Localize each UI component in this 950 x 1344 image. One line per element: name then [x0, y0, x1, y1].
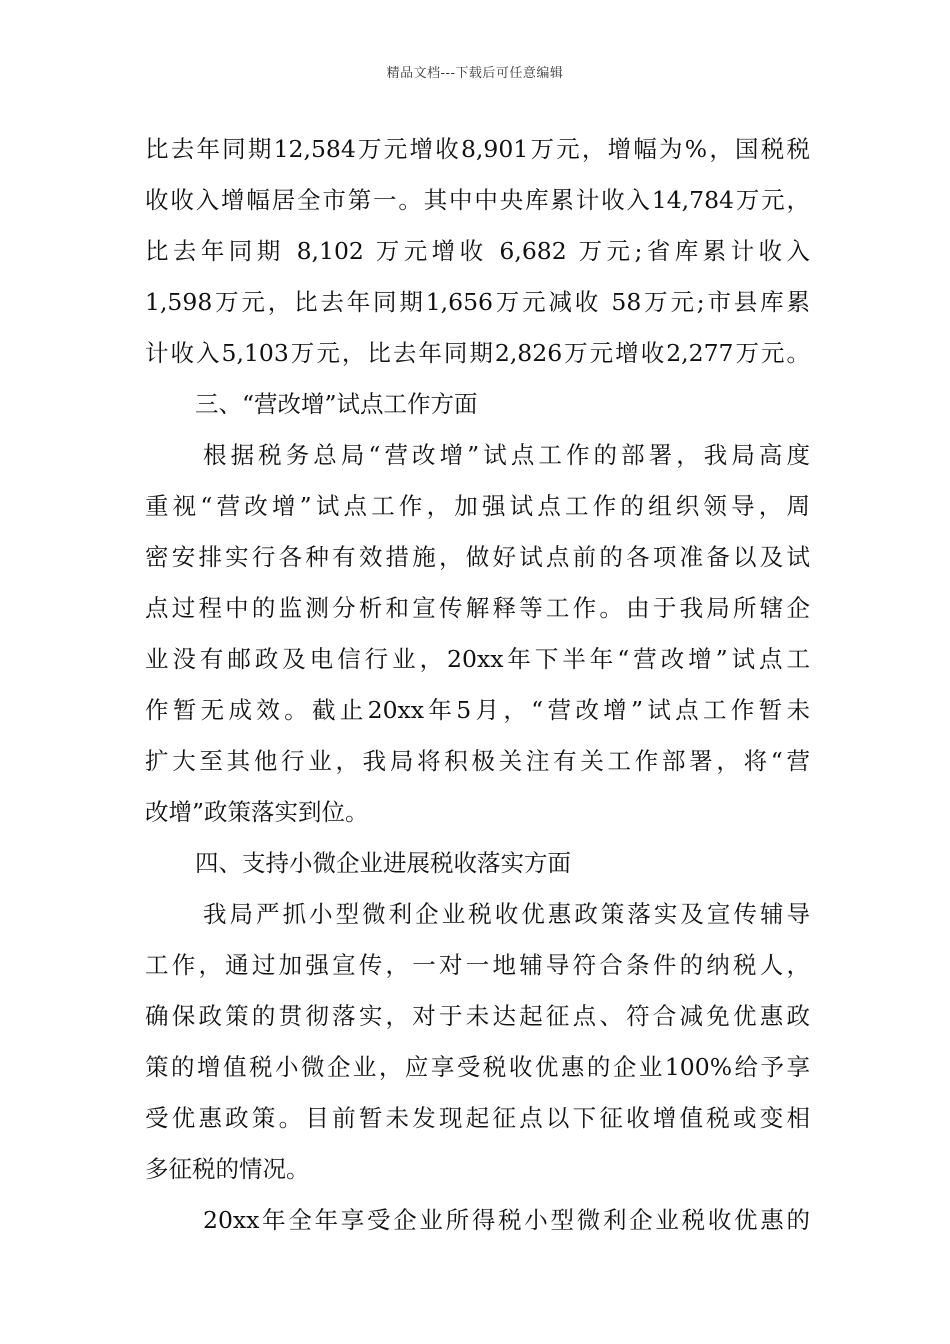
- text-line: 1,598万元，比去年同期1,656万元减收 58万元;市县库累: [145, 288, 810, 316]
- text-line: 比去年同期 8,102 万元增收 6,682 万元;省库累计收入: [145, 237, 810, 265]
- text-line: 受优惠政策。目前暂未发现起征点以下征收增值税或变相: [145, 1104, 810, 1132]
- text-line: 收收入增幅居全市第一。其中中央库累计收入14,784万元，: [145, 186, 810, 214]
- text-line: 确保政策的贯彻落实，对于未达起征点、符合减免优惠政: [145, 1002, 810, 1030]
- text-line: 工作，通过加强宣传，一对一地辅导符合条件的纳税人，: [145, 951, 810, 979]
- text-line: 我局严抓小型微利企业税收优惠政策落实及宣传辅导: [203, 900, 810, 928]
- text-line: 业没有邮政及电信行业，20xx年下半年“营改增”试点工: [145, 645, 810, 673]
- text-line: 扩大至其他行业，我局将积极关注有关工作部署，将“营: [145, 747, 810, 775]
- text-line: 多征税的情况。: [145, 1155, 310, 1183]
- text-line: 策的增值税小微企业，应享受税收优惠的企业100%给予享: [145, 1053, 810, 1081]
- text-line: 计收入5,103万元，比去年同期2,826万元增收2,277万元。: [145, 339, 810, 367]
- text-line: 根据税务总局“营改增”试点工作的部署，我局高度: [203, 441, 810, 469]
- text-line: 20xx年全年享受企业所得税小型微利企业税收优惠的: [203, 1206, 810, 1234]
- section-heading: 三、“营改增”试点工作方面: [195, 390, 478, 418]
- text-line: 点过程中的监测分析和宣传解释等工作。由于我局所辖企: [145, 594, 810, 622]
- text-line: 密安排实行各种有效措施，做好试点前的各项准备以及试: [145, 543, 810, 571]
- document-body: [145, 124, 810, 1246]
- page-header: 精品文档---下载后可任意编辑: [386, 66, 564, 81]
- text-line: 比去年同期12,584万元增收8,901万元，增幅为%，国税税: [145, 135, 810, 163]
- text-line: 作暂无成效。截止20xx年5月，“营改增”试点工作暂未: [145, 696, 810, 724]
- text-line: 改增”政策落实到位。: [145, 798, 369, 826]
- section-heading: 四、支持小微企业进展税收落实方面: [195, 849, 571, 877]
- text-line: 重视“营改增”试点工作，加强试点工作的组织领导，周: [145, 492, 810, 520]
